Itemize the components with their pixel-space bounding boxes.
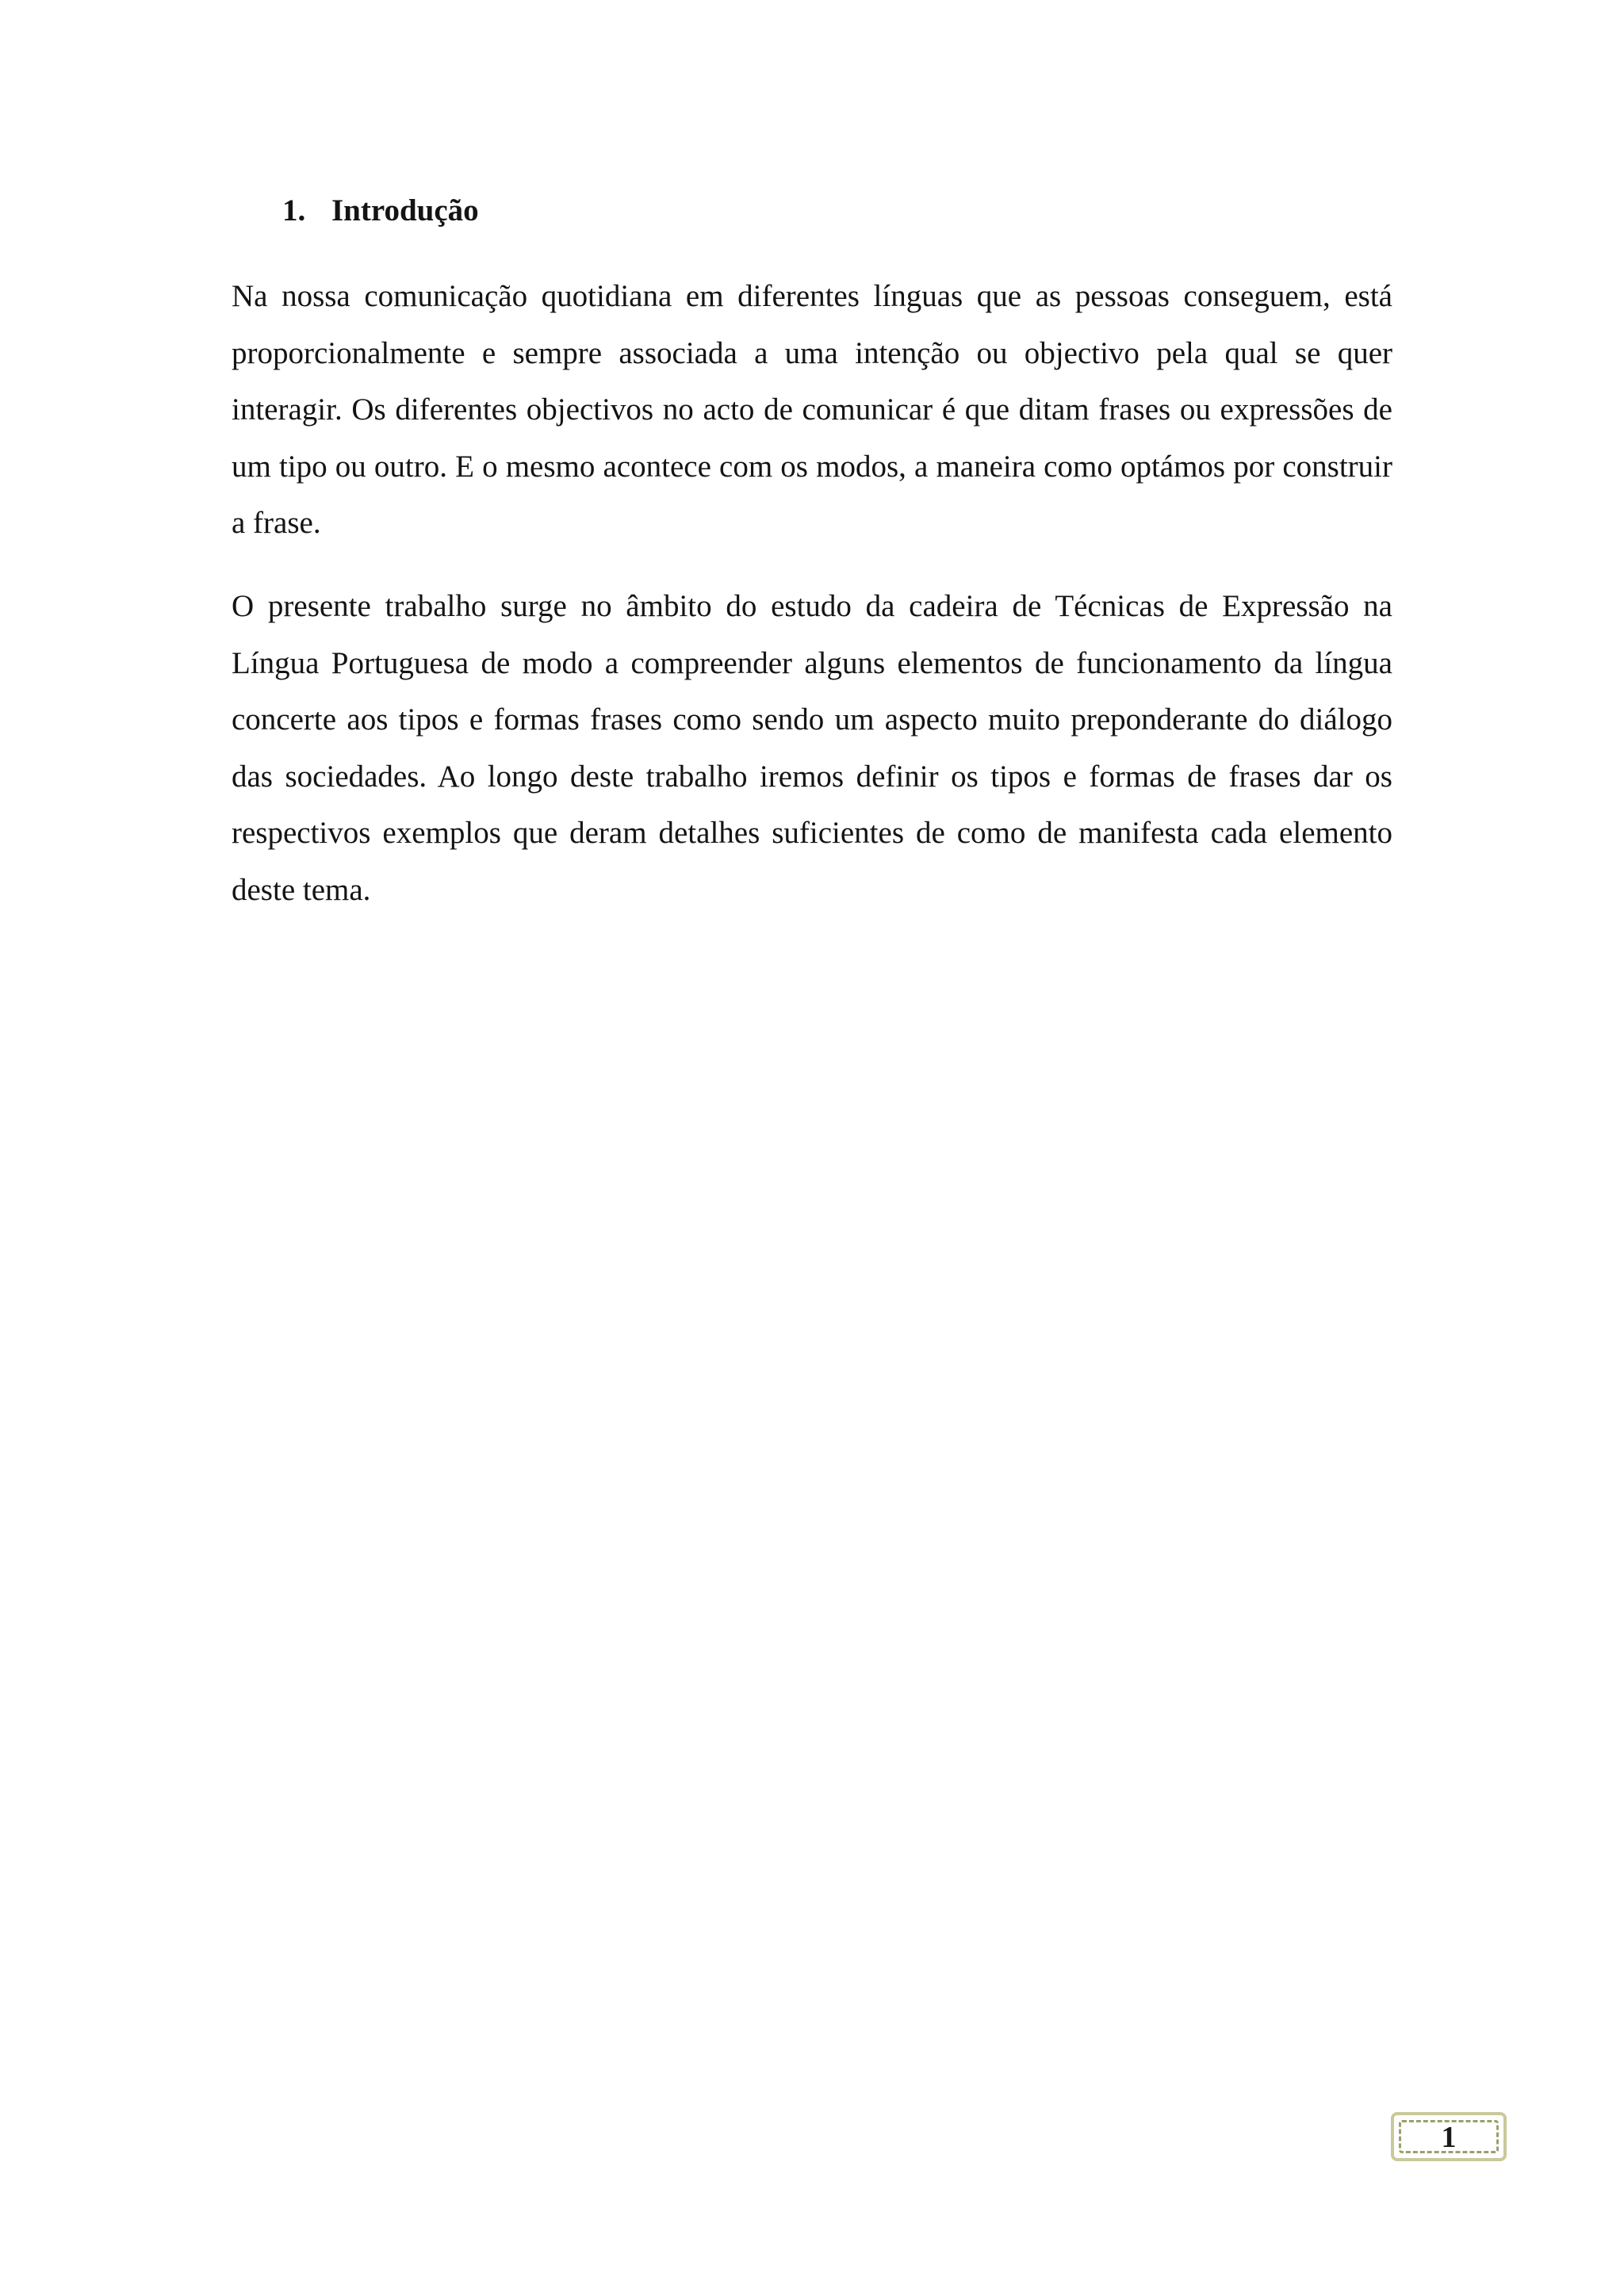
section-number: 1. — [282, 193, 306, 228]
paragraph-2: O presente trabalho surge no âmbito do estudo da cadeira de Técnicas de Expressão na Língua Portuguesa de modo a compreender alguns elementos de funcionamento da língua concerte aos tipos e formas frases como sendo um aspecto muito preponderante do diálogo das sociedades. Ao longo deste trabalho iremos definir os tipos e formas de frases dar os respectivos exemplos que deram detalhes suficientes de como de manifesta cada elemento deste tema. — [232, 589, 1392, 907]
section-heading — [282, 187, 479, 235]
section-title: Introdução — [331, 193, 479, 228]
paragraph-1: Na nossa comunicação quotidiana em diferentes línguas que as pessoas conseguem, está proporcionalmente e sempre associada a uma intenção ou objectivo pela qual se quer interagir. Os diferentes objectivos no acto de comunicar é que ditam frases ou expressões de um tipo ou outro. E o mesmo acontece com os modos, a maneira como optámos por construir a frase. — [232, 279, 1392, 540]
page-number: 1 — [1441, 2121, 1457, 2154]
page-number-box — [1391, 2112, 1507, 2161]
